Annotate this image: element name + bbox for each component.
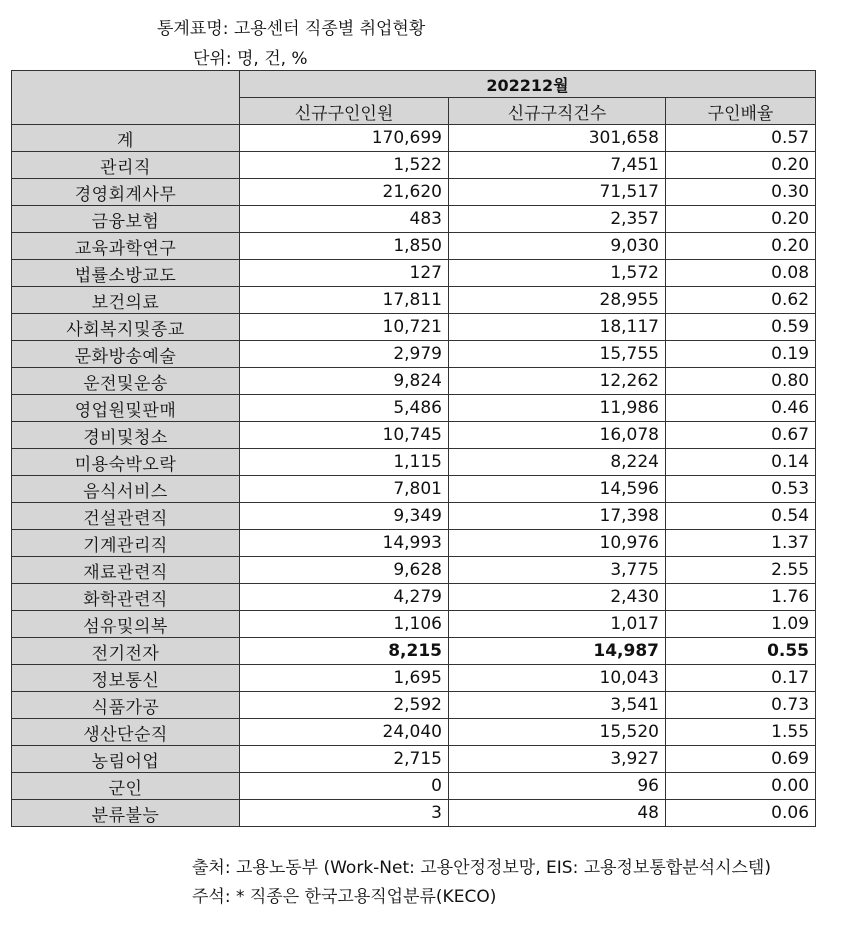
job-openings-value: 8,215 <box>240 638 449 665</box>
ratio-value: 1.37 <box>666 530 816 557</box>
employment-table <box>11 70 816 827</box>
row-category: 재료관련직 <box>12 557 240 584</box>
job-seekers-value: 2,430 <box>449 584 666 611</box>
ratio-value: 0.69 <box>666 746 816 773</box>
job-openings-value: 17,811 <box>240 287 449 314</box>
row-category: 영업원및판매 <box>12 395 240 422</box>
job-seekers-value: 71,517 <box>449 179 666 206</box>
ratio-value: 1.09 <box>666 611 816 638</box>
job-openings-value: 1,695 <box>240 665 449 692</box>
row-category: 전기전자 <box>12 638 240 665</box>
table-row <box>12 179 816 206</box>
row-category: 건설관련직 <box>12 503 240 530</box>
table-row <box>12 314 816 341</box>
row-category: 정보통신 <box>12 665 240 692</box>
row-category: 기계관리직 <box>12 530 240 557</box>
job-openings-value: 10,721 <box>240 314 449 341</box>
job-seekers-value: 1,017 <box>449 611 666 638</box>
row-category: 미용숙박오락 <box>12 449 240 476</box>
row-category: 분류불능 <box>12 800 240 827</box>
job-seekers-value: 28,955 <box>449 287 666 314</box>
row-category: 보건의료 <box>12 287 240 314</box>
job-seekers-value: 2,357 <box>449 206 666 233</box>
ratio-value: 0.73 <box>666 692 816 719</box>
table-row <box>12 692 816 719</box>
job-openings-value: 2,715 <box>240 746 449 773</box>
table-row <box>12 557 816 584</box>
job-openings-value: 0 <box>240 773 449 800</box>
row-category: 문화방송예술 <box>12 341 240 368</box>
job-openings-value: 3 <box>240 800 449 827</box>
row-category: 계 <box>12 125 240 152</box>
job-seekers-value: 12,262 <box>449 368 666 395</box>
table-row <box>12 287 816 314</box>
job-openings-value: 9,349 <box>240 503 449 530</box>
ratio-value: 0.80 <box>666 368 816 395</box>
job-openings-value: 7,801 <box>240 476 449 503</box>
ratio-value: 0.54 <box>666 503 816 530</box>
job-seekers-value: 14,987 <box>449 638 666 665</box>
ratio-value: 0.20 <box>666 152 816 179</box>
job-openings-value: 2,592 <box>240 692 449 719</box>
job-openings-value: 1,106 <box>240 611 449 638</box>
table-row <box>12 503 816 530</box>
source-note: 출처: 고용노동부 (Work-Net: 고용안정정보망, EIS: 고용정보통합분석시스템) <box>192 858 771 878</box>
job-openings-value: 1,850 <box>240 233 449 260</box>
table-row <box>12 476 816 503</box>
row-category: 식품가공 <box>12 692 240 719</box>
job-openings-value: 21,620 <box>240 179 449 206</box>
job-openings-value: 9,628 <box>240 557 449 584</box>
job-seekers-value: 3,541 <box>449 692 666 719</box>
ratio-value: 0.55 <box>666 638 816 665</box>
row-category: 경비및청소 <box>12 422 240 449</box>
table-row <box>12 719 816 746</box>
job-seekers-value: 3,775 <box>449 557 666 584</box>
table-row <box>12 800 816 827</box>
row-category: 법률소방교도 <box>12 260 240 287</box>
job-seekers-value: 7,451 <box>449 152 666 179</box>
row-category: 섬유및의복 <box>12 611 240 638</box>
table-title: 통계표명: 고용센터 직종별 취업현황 <box>157 19 426 39</box>
job-openings-value: 1,522 <box>240 152 449 179</box>
ratio-value: 0.06 <box>666 800 816 827</box>
table-row <box>12 530 816 557</box>
row-category: 생산단순직 <box>12 719 240 746</box>
corner-cell <box>12 71 240 125</box>
table-row <box>12 125 816 152</box>
ratio-value: 0.57 <box>666 125 816 152</box>
ratio-value: 0.08 <box>666 260 816 287</box>
job-openings-value: 483 <box>240 206 449 233</box>
table-row <box>12 773 816 800</box>
job-openings-value: 10,745 <box>240 422 449 449</box>
table-row <box>12 746 816 773</box>
ratio-value: 1.76 <box>666 584 816 611</box>
ratio-value: 0.20 <box>666 206 816 233</box>
job-seekers-value: 1,572 <box>449 260 666 287</box>
table-row <box>12 665 816 692</box>
ratio-value: 0.00 <box>666 773 816 800</box>
table-row <box>12 638 816 665</box>
job-seekers-value: 3,927 <box>449 746 666 773</box>
job-openings-value: 5,486 <box>240 395 449 422</box>
job-openings-value: 4,279 <box>240 584 449 611</box>
job-openings-value: 9,824 <box>240 368 449 395</box>
job-seekers-value: 16,078 <box>449 422 666 449</box>
job-openings-value: 127 <box>240 260 449 287</box>
table-row <box>12 152 816 179</box>
job-openings-value: 24,040 <box>240 719 449 746</box>
table-row <box>12 395 816 422</box>
ratio-value: 0.62 <box>666 287 816 314</box>
table-body <box>12 125 816 827</box>
job-seekers-value: 11,986 <box>449 395 666 422</box>
table-row <box>12 368 816 395</box>
ratio-value: 0.53 <box>666 476 816 503</box>
column-header-ratio: 구인배율 <box>666 98 816 125</box>
job-openings-value: 170,699 <box>240 125 449 152</box>
ratio-value: 0.20 <box>666 233 816 260</box>
job-openings-value: 14,993 <box>240 530 449 557</box>
row-category: 운전및운송 <box>12 368 240 395</box>
job-openings-value: 1,115 <box>240 449 449 476</box>
period-header: 202212월 <box>240 71 816 98</box>
table-row <box>12 611 816 638</box>
job-seekers-value: 18,117 <box>449 314 666 341</box>
footnote: 주석: * 직종은 한국고용직업분류(KECO) <box>192 887 497 907</box>
row-category: 교육과학연구 <box>12 233 240 260</box>
table-row <box>12 233 816 260</box>
table-row <box>12 260 816 287</box>
table-row <box>12 341 816 368</box>
job-seekers-value: 10,043 <box>449 665 666 692</box>
job-seekers-value: 17,398 <box>449 503 666 530</box>
job-seekers-value: 48 <box>449 800 666 827</box>
job-seekers-value: 14,596 <box>449 476 666 503</box>
ratio-value: 0.30 <box>666 179 816 206</box>
job-openings-value: 2,979 <box>240 341 449 368</box>
job-seekers-value: 301,658 <box>449 125 666 152</box>
ratio-value: 0.19 <box>666 341 816 368</box>
column-header-job-openings: 신규구인인원 <box>240 98 449 125</box>
table-row <box>12 206 816 233</box>
row-category: 군인 <box>12 773 240 800</box>
row-category: 음식서비스 <box>12 476 240 503</box>
ratio-value: 0.14 <box>666 449 816 476</box>
ratio-value: 2.55 <box>666 557 816 584</box>
row-category: 관리직 <box>12 152 240 179</box>
ratio-value: 0.67 <box>666 422 816 449</box>
job-seekers-value: 15,755 <box>449 341 666 368</box>
ratio-value: 0.17 <box>666 665 816 692</box>
ratio-value: 0.59 <box>666 314 816 341</box>
table-row <box>12 449 816 476</box>
job-seekers-value: 96 <box>449 773 666 800</box>
table-row <box>12 422 816 449</box>
column-header-job-seekers: 신규구직건수 <box>449 98 666 125</box>
row-category: 화학관련직 <box>12 584 240 611</box>
row-category: 사회복지및종교 <box>12 314 240 341</box>
job-seekers-value: 10,976 <box>449 530 666 557</box>
ratio-value: 1.55 <box>666 719 816 746</box>
job-seekers-value: 8,224 <box>449 449 666 476</box>
unit-label: 단위: 명, 건, % <box>193 49 308 69</box>
row-category: 금융보험 <box>12 206 240 233</box>
ratio-value: 0.46 <box>666 395 816 422</box>
table-row <box>12 584 816 611</box>
job-seekers-value: 9,030 <box>449 233 666 260</box>
row-category: 농림어업 <box>12 746 240 773</box>
job-seekers-value: 15,520 <box>449 719 666 746</box>
row-category: 경영회계사무 <box>12 179 240 206</box>
